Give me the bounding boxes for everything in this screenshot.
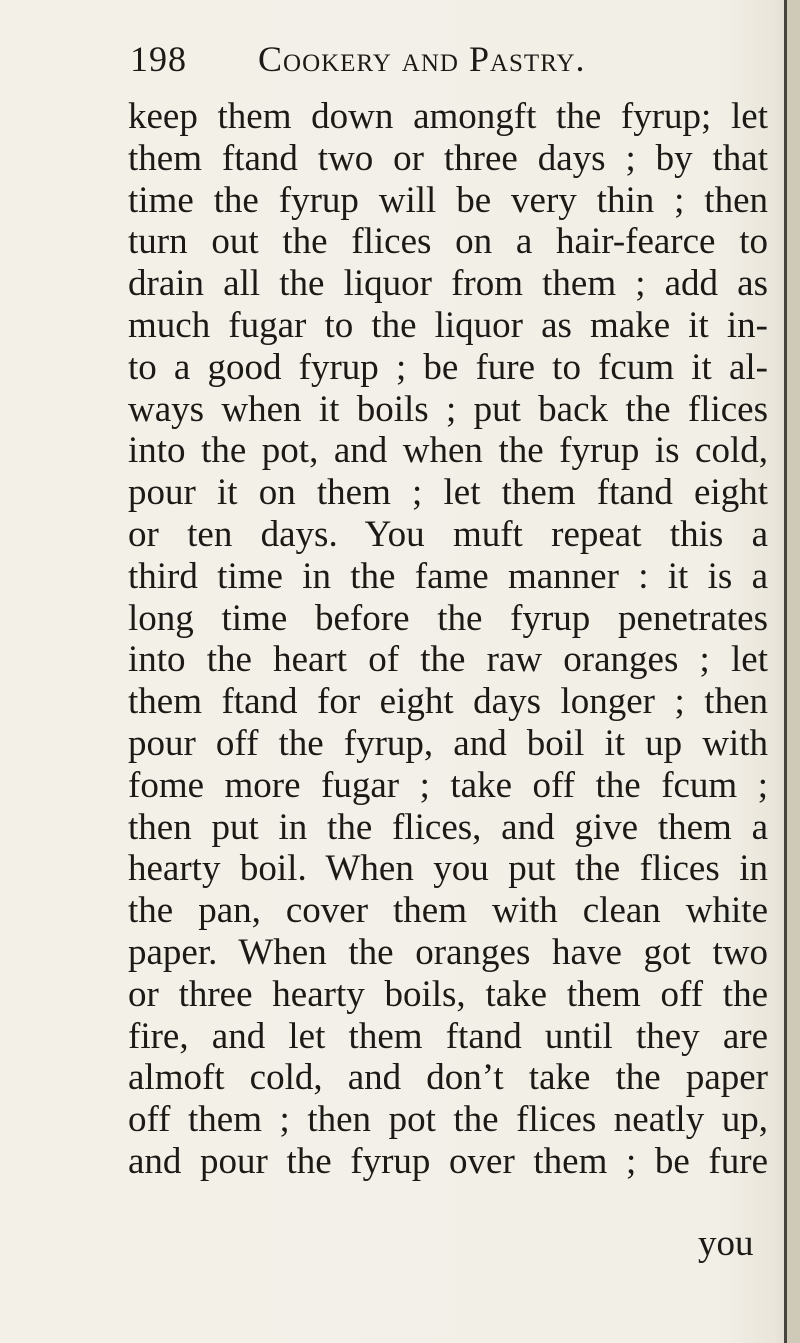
text-line: almoft cold, and don’t take the paper	[128, 1057, 768, 1099]
running-title: Cookery and Pastry.	[258, 39, 586, 79]
text-line: third time in the fame manner : it is a	[128, 555, 768, 597]
text-line: or ten days. You muft repeat this a	[128, 513, 768, 555]
text-line: to a good fyrup ; be fure to fcum it al-	[128, 346, 768, 388]
text-line: long time before the fyrup penetrates	[128, 597, 768, 639]
text-line: into the pot, and when the fyrup is cold,	[128, 430, 768, 472]
text-line: much fugar to the liquor as make it in-	[128, 304, 768, 346]
body-text	[128, 96, 768, 1183]
text-line: into the heart of the raw oranges ; let	[128, 639, 768, 681]
text-line: drain all the liquor from them ; add as	[128, 263, 768, 305]
text-line: then put in the flices, and give them a	[128, 806, 768, 848]
page-header	[130, 38, 670, 86]
text-line: or three hearty boils, take them off the	[128, 973, 768, 1015]
text-line: and pour the fyrup over them ; be fure	[128, 1140, 768, 1182]
text-line: the pan, cover them with clean white	[128, 890, 768, 932]
text-line: off them ; then pot the flices neatly up,	[128, 1099, 768, 1141]
page-edge-strip	[787, 0, 800, 1343]
text-line: time the fyrup will be very thin ; then	[128, 179, 768, 221]
text-line: them ftand for eight days longer ; then	[128, 681, 768, 723]
text-line: pour off the fyrup, and boil it up with	[128, 722, 768, 764]
catchword: you	[698, 1223, 754, 1264]
text-line: paper. When the oranges have got two	[128, 931, 768, 973]
text-line: fire, and let them ftand until they are	[128, 1015, 768, 1057]
text-line: them ftand two or three days ; by that	[128, 137, 768, 179]
text-line: turn out the flices on a hair-fearce to	[128, 221, 768, 263]
text-line: fome more fugar ; take off the fcum ;	[128, 764, 768, 806]
text-line: ways when it boils ; put back the flices	[128, 388, 768, 430]
text-line: keep them down amongft the fyrup; let	[128, 96, 768, 137]
page-number: 198	[130, 39, 187, 79]
text-line: pour it on them ; let them ftand eight	[128, 472, 768, 514]
text-line: hearty boil. When you put the flices in	[128, 848, 768, 890]
